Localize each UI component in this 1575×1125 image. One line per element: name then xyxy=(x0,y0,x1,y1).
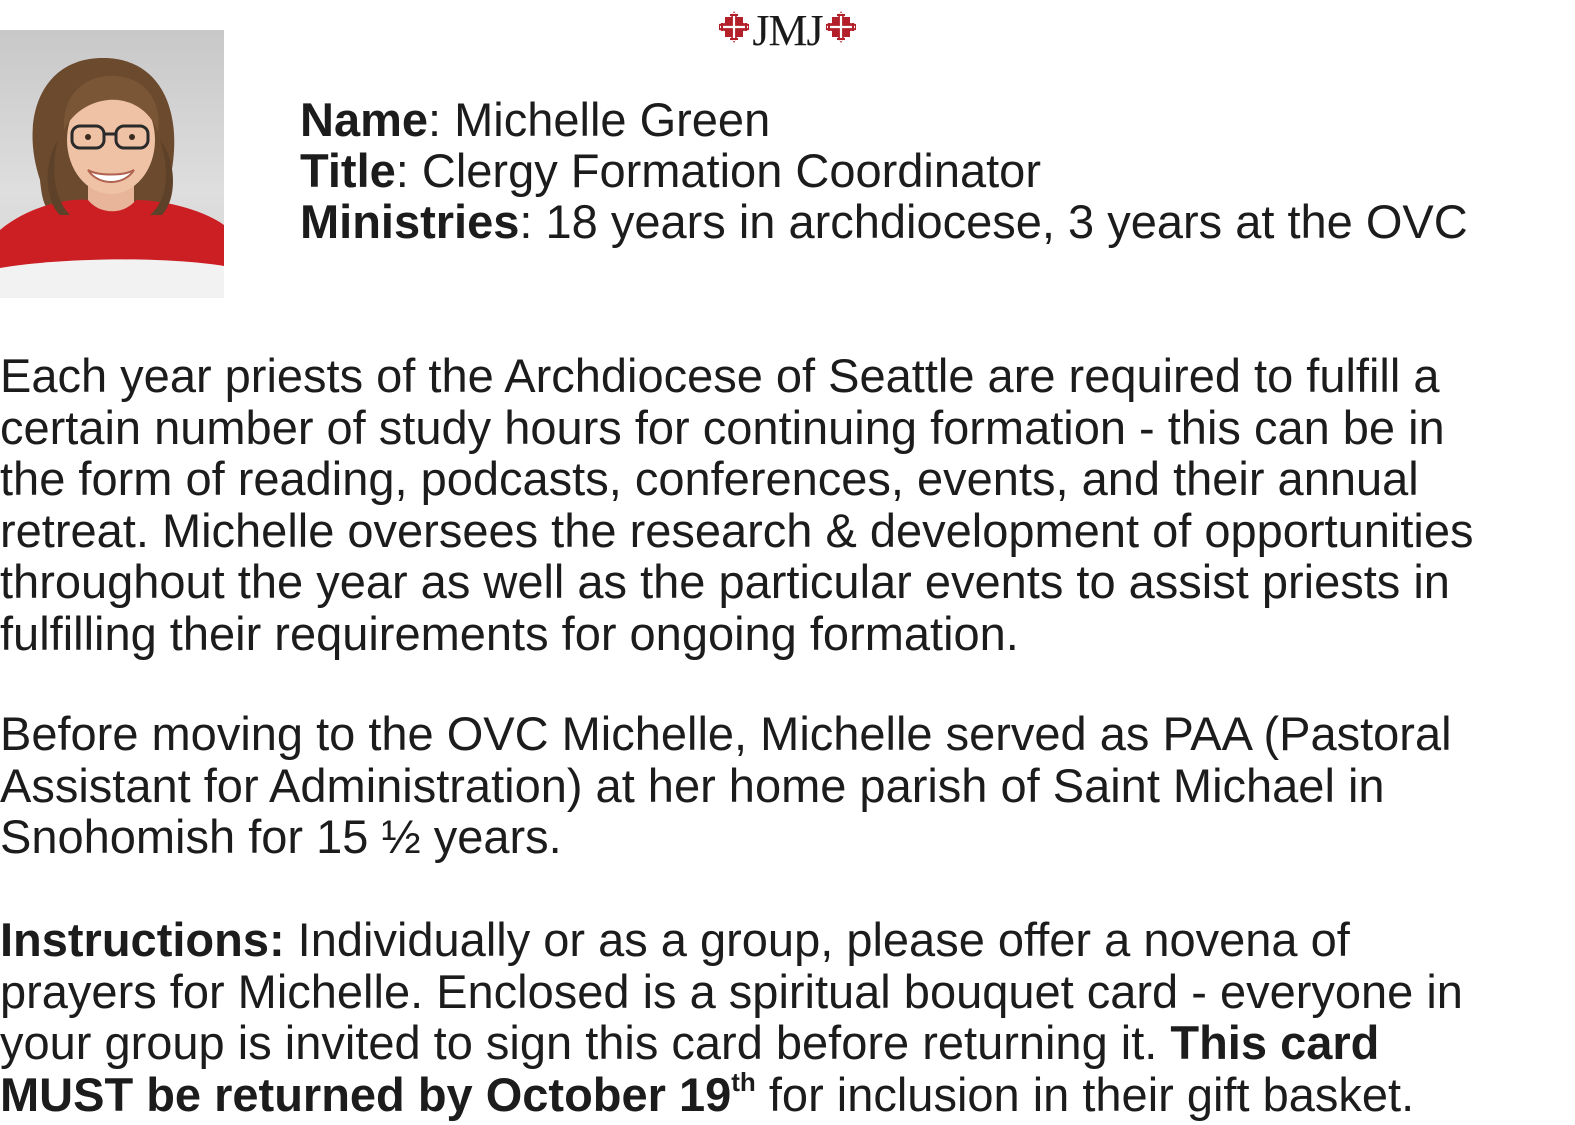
paragraph-line: Assistant for Administration) at her home parish of Saint Michael in xyxy=(0,758,1385,812)
paragraph-line: certain number of study hours for continuing formation - this can be in xyxy=(0,400,1445,454)
instructions-text: for inclusion in their gift basket. xyxy=(755,1067,1415,1121)
jmj-monogram xyxy=(0,2,1575,56)
background-paragraph xyxy=(0,708,1575,863)
paragraph-line: the form of reading, podcasts, conferences, events, and their annual xyxy=(0,452,1419,505)
instructions-line-2: prayers for Michelle. Enclosed is a spiritual bouquet card - everyone in xyxy=(0,964,1463,1018)
paragraph-line: Each year priests of the Archdiocese of Seattle are required to fulfill a xyxy=(0,349,1440,402)
title-value: : Clergy Formation Coordinator xyxy=(395,144,1041,197)
cross-right-icon xyxy=(823,9,859,45)
name-row xyxy=(300,94,1468,145)
instructions-line-4 xyxy=(0,1066,1575,1121)
paragraph-line: fulfilling their requirements for ongoing formation. xyxy=(0,606,1019,660)
date-ordinal-suffix: th xyxy=(731,1066,756,1097)
instructions-text: Individually or as a group, please offer a novena of xyxy=(284,913,1350,966)
instructions-line-1 xyxy=(0,914,1575,966)
name-value: : Michelle Green xyxy=(428,93,771,146)
ministries-row xyxy=(300,196,1468,247)
paragraph-line: retreat. Michelle oversees the research & development of opportunities xyxy=(0,503,1474,557)
profile-info xyxy=(300,94,1468,247)
title-row xyxy=(300,145,1468,196)
cross-left-icon xyxy=(716,9,752,45)
name-label: Name xyxy=(300,93,429,146)
paragraph-line: Snohomish for 15 ½ years. xyxy=(0,810,562,863)
instructions-line-3 xyxy=(0,1017,1575,1069)
deadline-emphasis: This card xyxy=(1170,1016,1380,1069)
monogram-text: JMJ xyxy=(752,5,823,55)
instructions-paragraph xyxy=(0,914,1575,1120)
instructions-label: Instructions: xyxy=(0,913,285,966)
portrait-photo xyxy=(0,30,224,298)
paragraph-line: throughout the year as well as the particular events to assist priests in xyxy=(0,555,1450,608)
deadline-date: MUST be returned by October 19 xyxy=(0,1067,732,1121)
instructions-text: your group is invited to sign this card before returning it. xyxy=(0,1016,1171,1069)
ministries-label: Ministries xyxy=(300,195,520,248)
ministries-value: : 18 years in archdiocese, 3 years at the OVC xyxy=(519,195,1468,248)
formation-paragraph xyxy=(0,350,1575,659)
title-label: Title xyxy=(300,144,396,197)
portrait-illustration xyxy=(0,30,224,298)
paragraph-line: Before moving to the OVC Michelle, Michelle served as PAA (Pastoral xyxy=(0,707,1452,760)
